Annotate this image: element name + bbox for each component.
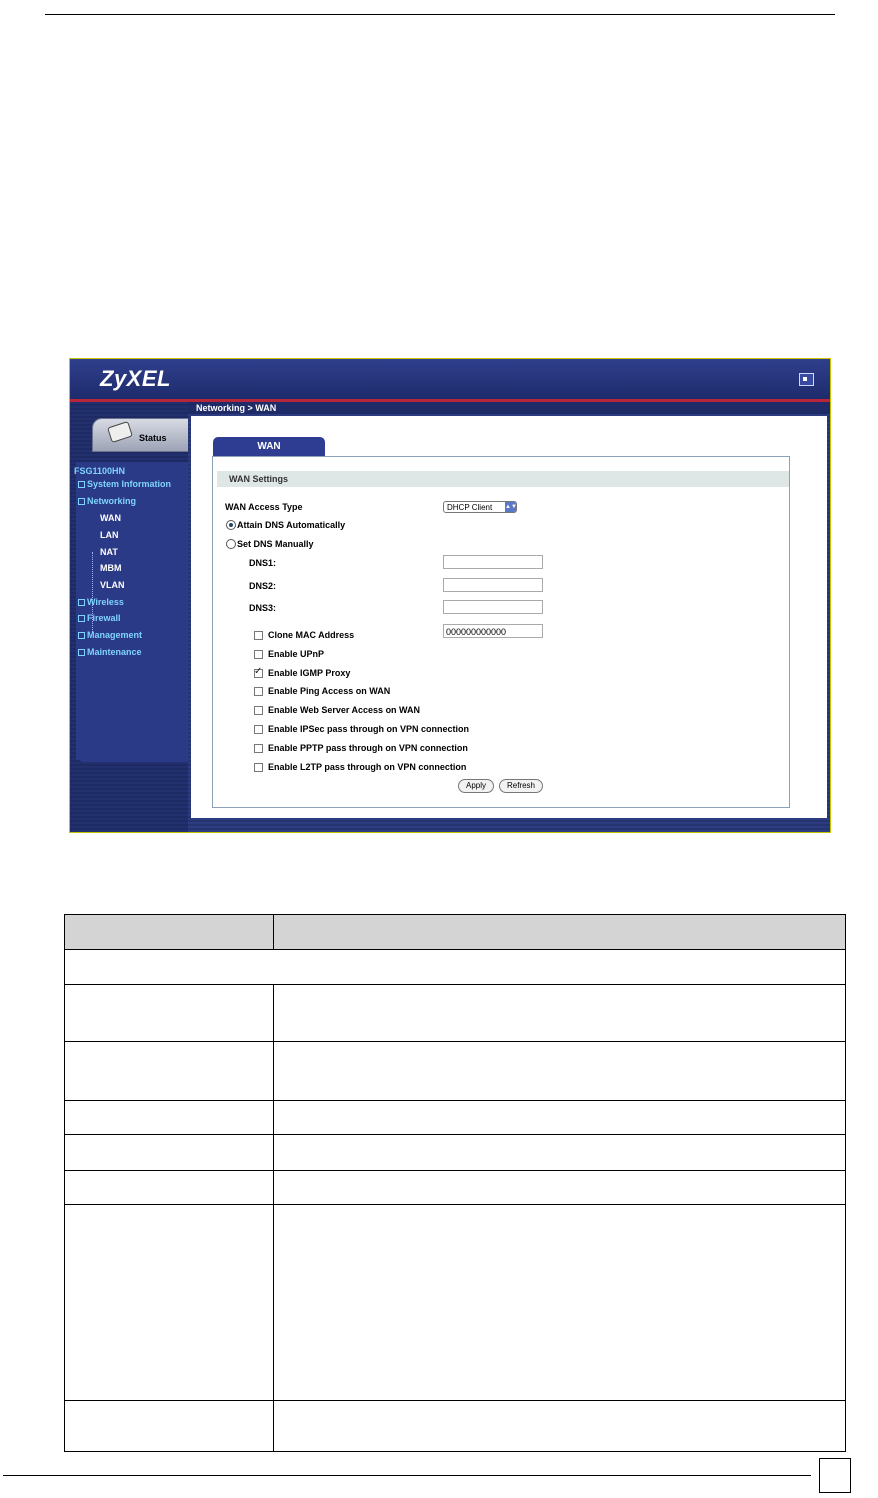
table-header — [65, 915, 845, 949]
subnav-nat[interactable]: NAT — [100, 547, 118, 557]
column-divider — [273, 915, 274, 949]
nav-item-management[interactable] — [78, 630, 142, 640]
breadcrumb-bar — [188, 402, 830, 414]
subnav-vlan[interactable]: VLAN — [100, 580, 125, 590]
wan-settings-panel — [212, 456, 790, 808]
subnav-wan[interactable]: WAN — [100, 513, 121, 523]
nav-label: Firewall — [87, 613, 121, 623]
footer-rule — [3, 1475, 811, 1476]
option-label: Enable UPnP — [268, 649, 325, 659]
logout-icon[interactable] — [799, 373, 814, 386]
router-icon — [107, 421, 133, 443]
main-area — [188, 402, 830, 832]
row-rule — [65, 1170, 845, 1171]
set-dns-label: Set DNS Manually — [237, 539, 314, 549]
subnav-mbm[interactable]: MBM — [100, 563, 122, 573]
section-title: WAN Settings — [217, 471, 789, 487]
expand-icon — [78, 599, 85, 606]
expand-icon — [78, 632, 85, 639]
breadcrumb: Networking > WAN — [196, 403, 277, 413]
select-value: DHCP Client — [447, 503, 493, 512]
dns3-input[interactable] — [443, 600, 543, 614]
set-dns-radio[interactable] — [226, 539, 236, 549]
clone-mac-checkbox[interactable] — [254, 631, 263, 640]
nav-label: Networking — [87, 496, 137, 506]
sidebar — [70, 402, 188, 832]
nav-label: Management — [87, 630, 143, 640]
device-name: FSG1100HN — [74, 466, 126, 476]
zyxel-logo: ZyXEL — [100, 366, 171, 391]
nav-label: Wireless — [87, 597, 124, 607]
expand-icon — [78, 481, 85, 488]
status-tab[interactable] — [92, 418, 190, 452]
description-table — [64, 914, 846, 1452]
option-label: Enable IGMP Proxy — [268, 668, 351, 678]
subnav-lan[interactable]: LAN — [100, 530, 119, 540]
option-label: Enable Ping Access on WAN — [268, 686, 391, 696]
nav-item-firewall[interactable] — [78, 613, 121, 623]
select-arrows-icon: ▲▼ — [505, 504, 517, 510]
option-checkbox[interactable] — [254, 763, 263, 772]
expand-icon — [78, 615, 85, 622]
dns3-label: DNS3: — [249, 603, 277, 613]
row-rule — [65, 949, 845, 950]
option-checkbox[interactable] — [254, 650, 263, 659]
expand-icon — [78, 649, 85, 656]
refresh-button[interactable]: Refresh — [499, 779, 543, 793]
banner — [70, 359, 830, 399]
wan-access-type-label: WAN Access Type — [225, 502, 303, 512]
nav-panel-wedge — [76, 732, 188, 772]
header-rule — [45, 14, 835, 15]
option-checkbox[interactable] — [254, 725, 263, 734]
nav-item-networking[interactable] — [78, 496, 136, 506]
attain-dns-label: Attain DNS Automatically — [237, 520, 346, 530]
column-divider — [273, 984, 274, 1451]
option-label: Enable IPSec pass through on VPN connection — [268, 724, 470, 734]
tab-wan[interactable]: WAN — [213, 437, 325, 456]
nav-item-system-information[interactable] — [78, 479, 171, 489]
clone-mac-input[interactable]: 000000000000 — [443, 624, 543, 638]
nav-label: Maintenance — [87, 647, 142, 657]
dns1-label: DNS1: — [249, 558, 277, 568]
row-rule — [65, 984, 845, 985]
page-number-box — [819, 1458, 851, 1493]
row-rule — [65, 1100, 845, 1101]
attain-dns-radio[interactable] — [226, 520, 236, 530]
row-rule — [65, 1134, 845, 1135]
collapse-icon — [78, 498, 85, 505]
nav-item-wireless[interactable] — [78, 597, 124, 607]
nav-label: System Information — [87, 479, 172, 489]
apply-button[interactable]: Apply — [458, 779, 494, 793]
row-rule — [65, 1041, 845, 1042]
option-checkbox[interactable] — [254, 687, 263, 696]
option-label: Enable L2TP pass through on VPN connection — [268, 762, 467, 772]
router-ui-screenshot — [69, 358, 831, 833]
option-label: Enable PPTP pass through on VPN connection — [268, 743, 468, 753]
clone-mac-label: Clone MAC Address — [268, 630, 355, 640]
row-rule — [65, 1204, 845, 1205]
option-checkbox[interactable] — [254, 744, 263, 753]
option-checkbox[interactable] — [254, 669, 263, 678]
dns2-label: DNS2: — [249, 581, 277, 591]
option-checkbox[interactable] — [254, 706, 263, 715]
row-rule — [65, 1400, 845, 1401]
dns2-input[interactable] — [443, 578, 543, 592]
wan-access-type-select[interactable] — [443, 501, 517, 513]
nav-item-maintenance[interactable] — [78, 647, 142, 657]
option-label: Enable Web Server Access on WAN — [268, 705, 421, 715]
dns1-input[interactable] — [443, 555, 543, 569]
status-tab-label: Status — [139, 433, 167, 443]
